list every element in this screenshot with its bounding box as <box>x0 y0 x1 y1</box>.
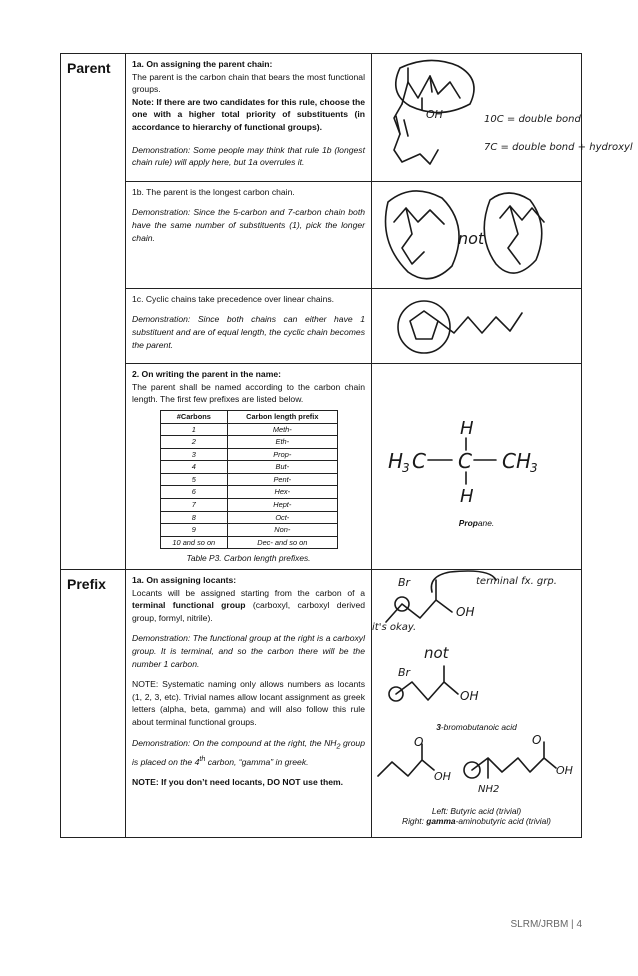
gaba-o-left: O <box>414 735 424 750</box>
sketch-not-label: not <box>424 644 449 663</box>
sketch-1a-note1: 10C = double bond <box>484 114 581 125</box>
propane-caption-rest: ane. <box>477 518 495 529</box>
rule-1b-demo: Demonstration: Since the 5-carbon and 7-carbon chain both have the same number of substituents (1), pick the longer chain. <box>132 207 365 243</box>
rule-1b-text: 1b. The parent is the longest carbon chain. <box>132 186 295 197</box>
table-row <box>160 423 337 436</box>
table-cell: 1 <box>160 423 228 436</box>
gaba-caption-right <box>372 816 581 826</box>
sketch-br-bottom: Br <box>398 666 411 680</box>
sketch-1a <box>372 54 633 178</box>
propane-ch3: CH <box>502 449 532 474</box>
sketch-1a-oh: OH <box>426 108 443 121</box>
propane-h3: H <box>388 449 404 474</box>
rule-2-heading: 2. On writing the parent in the name: <box>132 369 281 380</box>
table-row <box>160 536 337 549</box>
prefix-table <box>160 410 338 550</box>
rule-1a-body: The parent is the carbon chain that bears the most functional groups. <box>132 71 365 95</box>
sketch-1c-cell <box>372 288 582 363</box>
prefix-rule-cell <box>126 570 372 838</box>
prefix-rule-demo2-post: carbon, “gamma” in greek. <box>205 756 309 767</box>
gaba-sketch <box>372 733 582 800</box>
sketch-1b <box>372 182 582 288</box>
bromobutanoic-caption-rest: -bromobutanoic acid <box>440 722 517 733</box>
prefix-rule-body-bold: terminal functional group <box>132 600 246 611</box>
sketch-oh-top: OH <box>456 605 475 620</box>
gaba-caption-left: Left: Butyric acid (trivial) <box>431 806 522 817</box>
rule-1a-heading: 1a. On assigning the parent chain: <box>132 59 273 69</box>
prefix-rule-note2: NOTE: If you don’t need locants, DO NOT use them. <box>132 777 344 788</box>
prefix-rule-demo2 <box>132 738 365 767</box>
table-row <box>160 511 337 524</box>
propane-h3-sub: 3 <box>402 461 410 476</box>
sketch-1b-not: not <box>458 228 485 248</box>
propane-structure <box>372 364 582 514</box>
sketch-1b-cell <box>372 181 582 288</box>
bromobutanoic-sketch <box>372 570 582 728</box>
table-cell: Non- <box>228 524 337 537</box>
bromobutanoic-caption-bold: 3 <box>436 722 441 733</box>
rule-1c-text: 1c. Cyclic chains take precedence over linear chains. <box>132 293 335 304</box>
page-footer: SLRM/JRBM | 4 <box>510 919 582 930</box>
prefix-rule-body-post: (carboxyl, carboxyl derived group, formyl, nitrile). <box>132 600 365 623</box>
table-cell: Meth- <box>228 423 337 436</box>
prefix-rule-body-pre: Locants will be assigned starting from the carbon of a <box>132 587 365 598</box>
section-parent: Parent <box>61 54 126 570</box>
table-cell: Dec- and so on <box>228 536 337 549</box>
propane-h-top: H <box>460 418 474 440</box>
table-row <box>160 473 337 486</box>
gaba-nh2: NH2 <box>478 784 500 796</box>
table-cell: 5 <box>160 473 228 486</box>
rule-2-cell <box>126 364 372 570</box>
table-cell: 10 and so on <box>160 536 228 549</box>
prefix-rule-heading: 1a. On assigning locants: <box>132 575 237 586</box>
table-cell: 6 <box>160 486 228 499</box>
sketch-br-top: Br <box>398 576 411 590</box>
table-cell: Pent- <box>228 473 337 486</box>
table-row <box>160 524 337 537</box>
table-cell: 3 <box>160 448 228 461</box>
propane-caption-bold: Prop <box>458 518 478 529</box>
sketch-terminal-label: terminal fx. grp. <box>476 576 557 588</box>
prefix-rule-demo2-sup: th <box>199 754 206 763</box>
propane-ch3-sub: 3 <box>530 461 538 476</box>
rule-1a-cell <box>126 54 372 182</box>
table-cell: Hex- <box>228 486 337 499</box>
rule-1b-cell <box>126 181 372 288</box>
rule-1a-demo: Demonstration: Some people may think that rule 1b (longest chain rule) will apply here, but 1a overrules it. <box>132 144 365 168</box>
propane-caption <box>372 518 581 528</box>
propane-c2: C <box>458 449 472 474</box>
table-row <box>160 486 337 499</box>
rule-2-body: The parent shall be named according to the carbon chain length. The first few prefixes are listed below. <box>132 381 365 405</box>
table-row <box>160 436 337 449</box>
prefix-rule-note: NOTE: Systematic naming only allows numbers as locants (1, 2, 3, etc). Trivial names allow locant assignment as greek letters (alpha, beta, gamma) and will also follow this rule about terminal functional groups. <box>132 679 365 727</box>
prefix-table-header-prefix: Carbon length prefix <box>228 410 337 423</box>
table-cell: But- <box>228 461 337 474</box>
table-row <box>160 461 337 474</box>
prefix-table-header-carbons: #Carbons <box>160 410 228 423</box>
prefix-rule-demo2-pre: Demonstration: On the compound at the right, the NH <box>132 737 337 748</box>
rule-1c-cell <box>126 288 372 363</box>
table-cell: 7 <box>160 499 228 512</box>
naming-rules-table <box>60 53 633 838</box>
table-cell: 9 <box>160 524 228 537</box>
table-row <box>160 448 337 461</box>
gaba-caption-right-post: -aminobutyric acid (trivial) <box>455 816 551 827</box>
prefix-sketch-cell <box>372 570 582 838</box>
gaba-caption-right-pre: Right: <box>402 816 427 827</box>
bromobutanoic-caption <box>372 722 581 732</box>
sketch-okay-label: it's okay. <box>372 622 417 634</box>
table-cell: 8 <box>160 511 228 524</box>
prefix-rule-demo: Demonstration: The functional group at the right is a carboxyl group. It is terminal, and so the carbon there will be the number 1 carbon. <box>132 633 365 669</box>
sketch-1a-cell <box>372 54 633 182</box>
table-cell: Hept- <box>228 499 337 512</box>
gaba-oh-right: OH <box>556 764 573 778</box>
sketch-oh-bottom: OH <box>460 689 479 704</box>
table-cell: Oct- <box>228 511 337 524</box>
sketch-1c <box>372 289 582 363</box>
propane-h-bottom: H <box>460 486 474 508</box>
propane-cell <box>372 364 582 570</box>
table-cell: Eth- <box>228 436 337 449</box>
rule-1a-note: Note: If there are two candidates for this rule, choose the one with a higher total priority of substituents (in accordance to hierarchy of functional groups). <box>132 96 365 132</box>
rule-1c-demo: Demonstration: Since both chains can either have 1 substituent and are of equal length, the cyclic chain becomes the parent. <box>132 314 365 350</box>
propane-c1: C <box>412 449 426 474</box>
table-row <box>160 499 337 512</box>
table-cell: 4 <box>160 461 228 474</box>
table-cell: Prop- <box>228 448 337 461</box>
section-prefix: Prefix <box>61 570 126 838</box>
prefix-rule-demo2-sub: 2 <box>336 742 341 751</box>
gaba-caption-right-bold: gamma <box>426 816 456 827</box>
prefix-table-caption: Table P3. Carbon length prefixes. <box>186 553 311 564</box>
table-cell: 2 <box>160 436 228 449</box>
prefix-rule-demo2-mid: group is placed on the 4 <box>132 737 365 767</box>
sketch-1a-note2: 7C = double bond + hydroxyl <box>484 142 633 153</box>
gaba-oh-left: OH <box>434 770 451 784</box>
gaba-o-right: O <box>532 733 542 748</box>
